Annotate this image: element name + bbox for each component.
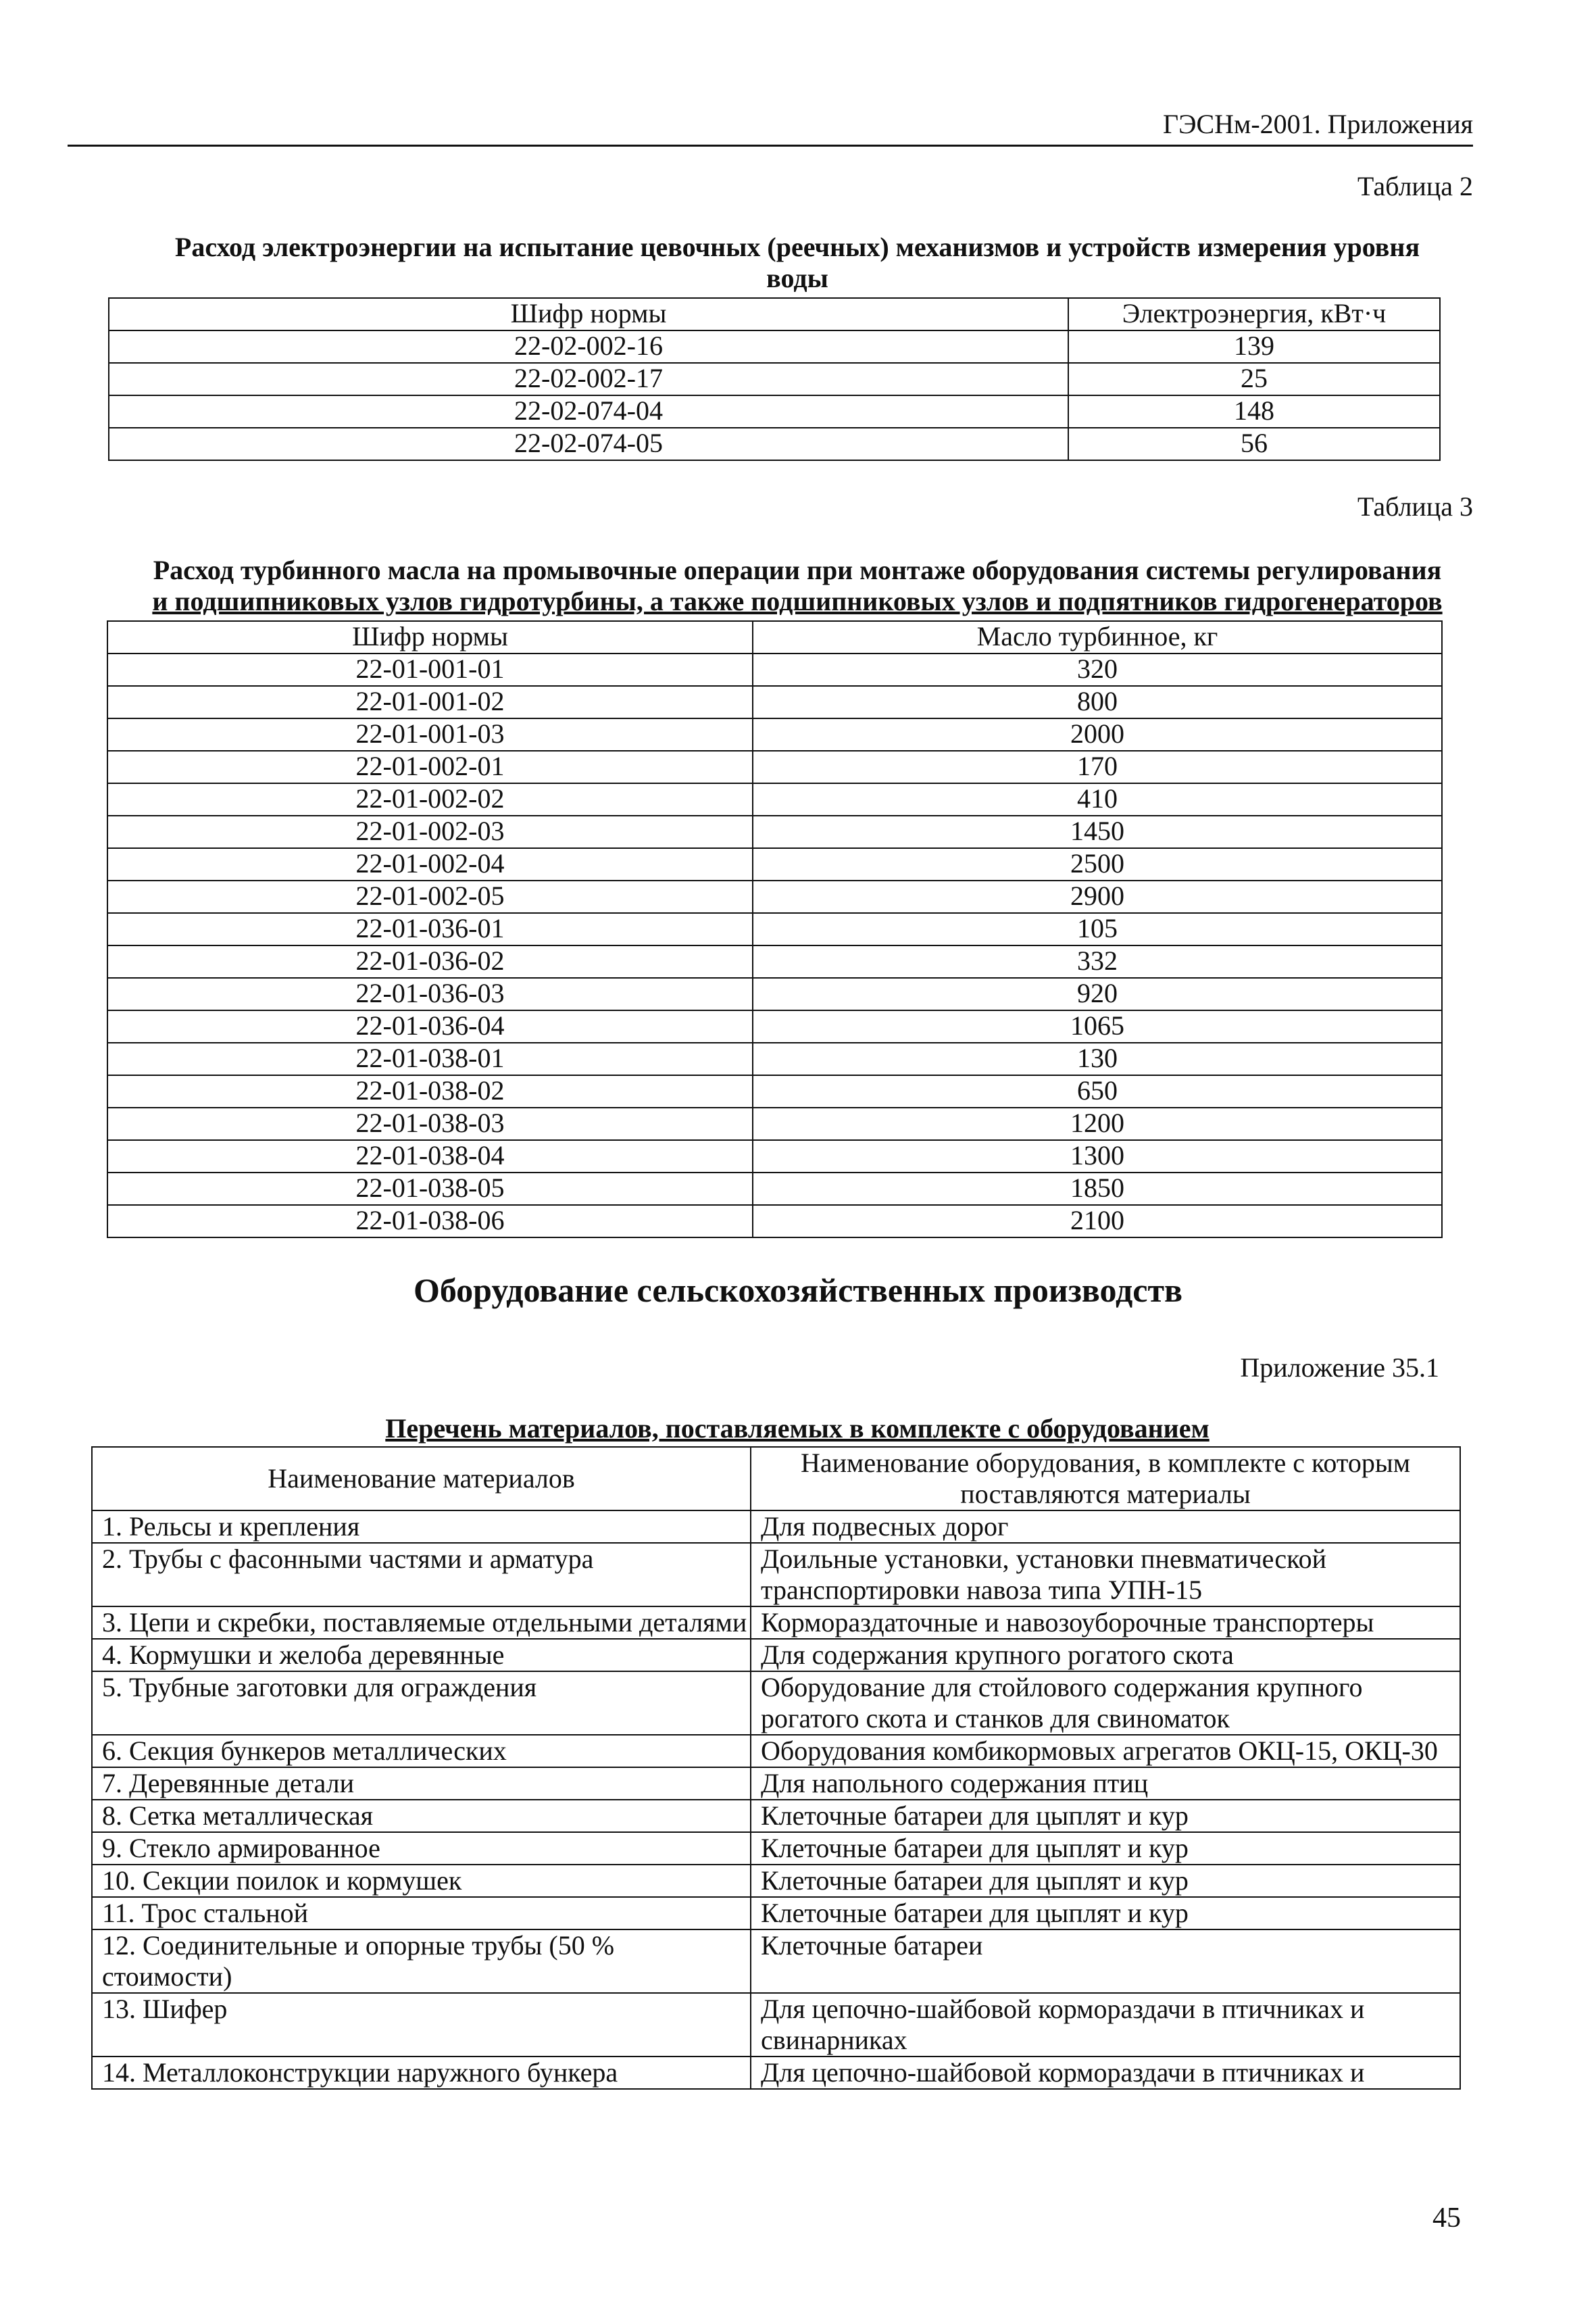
table-header-cell: Шифр нормы	[109, 298, 1068, 330]
table-cell: 22-01-038-01	[107, 1043, 753, 1075]
table-cell: 1300	[753, 1140, 1442, 1173]
table-row	[92, 1735, 1460, 1767]
table-cell: 7. Деревянные детали	[92, 1767, 751, 1800]
table-cell: 22-02-002-17	[109, 363, 1068, 395]
table-header-row	[109, 298, 1440, 330]
table2-label: Таблица 2	[1357, 171, 1473, 201]
table-cell: 12. Соединительные и опорные трубы (50 % стоимости)	[92, 1929, 751, 1993]
table-row	[92, 1929, 1460, 1993]
table2	[108, 297, 1441, 461]
table-row	[107, 686, 1442, 718]
table-cell: 13. Шифер	[92, 1993, 751, 2057]
table-row	[92, 1800, 1460, 1832]
table-row	[92, 1543, 1460, 1606]
table-header-cell: Наименование материалов	[92, 1447, 751, 1510]
table-cell: 56	[1068, 428, 1440, 460]
table-cell: 22-02-074-05	[109, 428, 1068, 460]
table-header-row	[92, 1447, 1460, 1510]
table-cell: 3. Цепи и скребки, поставляемые отдельными деталями	[92, 1606, 751, 1639]
page-number: 45	[1432, 2202, 1461, 2234]
table-cell: 8. Сетка металлическая	[92, 1800, 751, 1832]
table-cell: 105	[753, 913, 1442, 945]
table-cell: Для содержания крупного рогатого скота	[751, 1639, 1460, 1671]
table-row	[92, 1993, 1460, 2057]
table-row	[92, 1832, 1460, 1865]
table-cell: Клеточные батареи для цыплят и кур	[751, 1865, 1460, 1897]
table-header-cell: Масло турбинное, кг	[753, 621, 1442, 654]
table-row	[107, 718, 1442, 751]
table-header-cell: Шифр нормы	[107, 621, 753, 654]
table-header-row	[107, 621, 1442, 654]
materials-table	[91, 1446, 1461, 2090]
table-header-cell: Электроэнергия, кВт·ч	[1068, 298, 1440, 330]
table-row	[109, 428, 1440, 460]
table-cell: 22-01-036-03	[107, 978, 753, 1010]
table-cell: 1850	[753, 1173, 1442, 1205]
table-row	[92, 1510, 1460, 1543]
table-cell: 22-01-036-04	[107, 1010, 753, 1043]
header-rule	[68, 145, 1473, 147]
section-title: Оборудование сельскохозяйственных производств	[413, 1271, 1183, 1309]
table-row	[107, 816, 1442, 848]
table-cell: Для цепочно-шайбовой кормораздачи в птичниках и свинарниках	[751, 1993, 1460, 2057]
table-cell: Для напольного содержания птиц	[751, 1767, 1460, 1800]
table-row	[107, 1075, 1442, 1108]
table-cell: 22-01-038-03	[107, 1108, 753, 1140]
table-row	[109, 363, 1440, 395]
table-row	[92, 1767, 1460, 1800]
table-cell: Для подвесных дорог	[751, 1510, 1460, 1543]
table-cell: Оборудование для стойлового содержания крупного рогатого скота и станков для свиноматок	[751, 1671, 1460, 1735]
table-cell: 1200	[753, 1108, 1442, 1140]
table-cell: 920	[753, 978, 1442, 1010]
table-cell: 1065	[753, 1010, 1442, 1043]
table-cell: Клеточные батареи для цыплят и кур	[751, 1832, 1460, 1865]
table-row	[107, 654, 1442, 686]
table-cell: 2900	[753, 881, 1442, 913]
appendix-label: Приложение 35.1	[1240, 1352, 1439, 1383]
table-row	[107, 751, 1442, 783]
table-cell: 130	[753, 1043, 1442, 1075]
table-cell: 22-01-001-02	[107, 686, 753, 718]
table-cell: 22-01-038-06	[107, 1205, 753, 1237]
table-cell: 2100	[753, 1205, 1442, 1237]
table-row	[92, 1606, 1460, 1639]
table-cell: 22-02-002-16	[109, 330, 1068, 363]
table-cell: 410	[753, 783, 1442, 816]
table-row	[107, 848, 1442, 881]
table-cell: 22-02-074-04	[109, 395, 1068, 428]
table-cell: 2500	[753, 848, 1442, 881]
table-cell: 139	[1068, 330, 1440, 363]
table-cell: 9. Стекло армированное	[92, 1832, 751, 1865]
table-cell: 1. Рельсы и крепления	[92, 1510, 751, 1543]
table-cell: 22-01-002-03	[107, 816, 753, 848]
table3-label: Таблица 3	[1357, 491, 1473, 522]
table-cell: 650	[753, 1075, 1442, 1108]
table-cell: 10. Секции поилок и кормушек	[92, 1865, 751, 1897]
table-row	[107, 1173, 1442, 1205]
table-row	[107, 1010, 1442, 1043]
table-row	[92, 1639, 1460, 1671]
table-cell: 4. Кормушки и желоба деревянные	[92, 1639, 751, 1671]
table-cell: 148	[1068, 395, 1440, 428]
table-row	[109, 395, 1440, 428]
table-cell: Оборудования комбикормовых агрегатов ОКЦ-15, ОКЦ-30	[751, 1735, 1460, 1767]
table-cell: 332	[753, 945, 1442, 978]
table3-title-line2: и подшипниковых узлов гидротурбины, а также подшипниковых узлов и подпятников гидрогенераторов	[152, 586, 1443, 616]
table-row	[107, 978, 1442, 1010]
table-cell: 22-01-036-01	[107, 913, 753, 945]
table-cell: Клеточные батареи	[751, 1929, 1460, 1993]
table-cell: 320	[753, 654, 1442, 686]
table-row	[107, 881, 1442, 913]
table-row	[107, 1043, 1442, 1075]
table-cell: 22-01-036-02	[107, 945, 753, 978]
table-cell: 22-01-038-02	[107, 1075, 753, 1108]
table-cell: 6. Секция бункеров металлических	[92, 1735, 751, 1767]
table-cell: 22-01-002-04	[107, 848, 753, 881]
table3-title-line1: Расход турбинного масла на промывочные операции при монтаже оборудования системы регулирования	[153, 555, 1442, 585]
table-cell: 5. Трубные заготовки для ограждения	[92, 1671, 751, 1735]
table-cell: Кормораздаточные и навозоуборочные транспортеры	[751, 1606, 1460, 1639]
table2-title-line2: воды	[766, 263, 828, 293]
table-cell: 22-01-038-04	[107, 1140, 753, 1173]
table-row	[109, 330, 1440, 363]
table2-title-line1: Расход электроэнергии на испытание цевочных (реечных) механизмов и устройств измерения уровня	[174, 232, 1420, 262]
table-cell: Доильные установки, установки пневматической транспортировки навоза типа УПН-15	[751, 1543, 1460, 1606]
table-cell: Клеточные батареи для цыплят и кур	[751, 1897, 1460, 1929]
table-row	[107, 1108, 1442, 1140]
table-cell: 22-01-002-01	[107, 751, 753, 783]
table-cell: 11. Трос стальной	[92, 1897, 751, 1929]
table-cell: 800	[753, 686, 1442, 718]
table-cell: Клеточные батареи для цыплят и кур	[751, 1800, 1460, 1832]
table-cell: 22-01-001-01	[107, 654, 753, 686]
table-cell: 170	[753, 751, 1442, 783]
table-row	[107, 783, 1442, 816]
materials-table-title: Перечень материалов, поставляемых в комплекте с оборудованием	[385, 1413, 1210, 1444]
table-cell: Для цепочно-шайбовой кормораздачи в птичниках и	[751, 2057, 1460, 2089]
table-cell: 1450	[753, 816, 1442, 848]
table-cell: 22-01-002-05	[107, 881, 753, 913]
table-header-cell: Наименование оборудования, в комплекте с которым поставляются материалы	[751, 1447, 1460, 1510]
table-row	[107, 945, 1442, 978]
table-cell: 14. Металлоконструкции наружного бункера	[92, 2057, 751, 2089]
running-header: ГЭСНм-2001. Приложения	[1162, 109, 1473, 139]
table-cell: 2000	[753, 718, 1442, 751]
table-row	[92, 1897, 1460, 1929]
table-cell: 2. Трубы с фасонными частями и арматура	[92, 1543, 751, 1606]
table-row	[92, 2057, 1460, 2089]
table-cell: 25	[1068, 363, 1440, 395]
table-row	[107, 1205, 1442, 1237]
table-row	[92, 1671, 1460, 1735]
table3	[107, 620, 1443, 1238]
table-row	[92, 1865, 1460, 1897]
table-row	[107, 1140, 1442, 1173]
table-cell: 22-01-002-02	[107, 783, 753, 816]
table-cell: 22-01-038-05	[107, 1173, 753, 1205]
table-row	[107, 913, 1442, 945]
table-cell: 22-01-001-03	[107, 718, 753, 751]
